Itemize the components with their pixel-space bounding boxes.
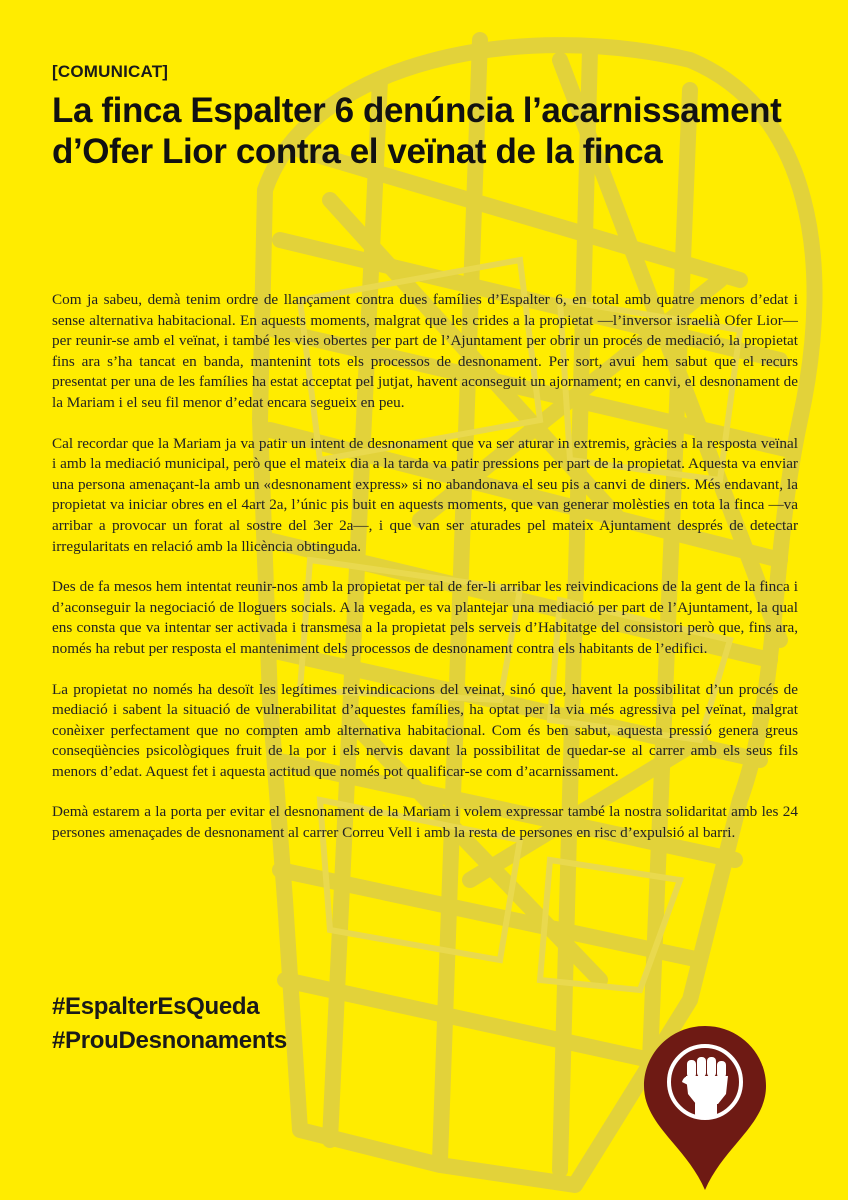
hashtag-list xyxy=(52,990,287,1058)
header xyxy=(52,62,800,172)
paragraph: Com ja sabeu, demà tenim ordre de llançament contra dues famílies d’Espalter 6, en total amb quatre menors d’edat i sense alternativa habitacional. En aquests moments, malgrat que les crides a la propietat —l’inversor israelià Ofer Lior— per reunir-se amb el veïnat, i també les vies obertes per part de l’Ajuntament per obrir un procés de mediació, la propietat fins ara s’ha tancat en banda, mantenint tots els processos de desnonament. Per sort, avui hem sabut que el recurs presentat per una de les famílies ha estat acceptat pel jutjat, havent aconseguit un ajornament; en canvi, el desnonament de la Mariam i el seu fil menor d’edat encara segueix en peu. xyxy=(52,291,798,411)
hashtag-espalter-es-queda: #EspalterEsQueda xyxy=(52,993,260,1020)
paragraph: Demà estarem a la porta per evitar el desnonament de la Mariam i volem expressar també la nostra solidaritat amb les 24 persones amenaçades de desnonament al carrer Correu Vell i amb la resta de persones en risc d’expulsió al barri. xyxy=(52,803,798,842)
paragraph: La propietat no només ha desoït les legítimes reivindicacions del veinat, sinó que, havent la possibilitat d’un procés de mediació i sabent la situació de vulnerabilitat d’aquestes famílies, ha optat per la via més agressiva pel veïnat, malgrat conèixer perfectament que no compten amb alternativa habitacional. Com és ben sabut, aquesta pressió genera greus conseqüències psicològiques fruit de la por i els nervis davant la possibilitat de quedar-se al carrer amb els seus fils menors d’edat. Aquest fet i aquesta actitud que només pot qualificar-se com d’acarnissament. xyxy=(52,680,798,780)
raised-fist-map-pin-icon xyxy=(640,1022,770,1192)
statement-body xyxy=(52,290,798,864)
paragraph: Des de fa mesos hem intentat reunir-nos amb la propietat per tal de fer-li arribar les reivindicacions de la gent de la finca i d’aconseguir la negociació de lloguers socials. A la vegada, es va plantejar una mediació per part de l’Ajuntament, la qual ens consta que va intentar ser activada i transmesa a la propietat pels serveis d’Habitatge del consistori però que, fins ara, només ha rebut per resposta el manteniment dels processos de desnonament contra els habitants de l’edifici. xyxy=(52,578,798,657)
page-title: La finca Espalter 6 denúncia l’acarnissament d’Ofer Lior contra el veïnat de la finca xyxy=(52,91,782,171)
section-tag: [COMUNICAT] xyxy=(52,62,169,81)
hashtag-prou-desnonaments: #ProuDesnonaments xyxy=(52,1027,287,1054)
paragraph: Cal recordar que la Mariam ja va patir un intent de desnonament que va ser aturar in extremis, gràcies a la resposta veïnal i amb la mediació municipal, però que el mateix dia a la tarda va patir pressions per part de la propietat. Aquesta va enviar una persona amenaçant-la amb un «desnonament express» si no abandonava el seu pis a canvi de diners. Més endavant, la propietat va iniciar obres en el 4art 2a, l’únic pis buit en aquests moments, que van generar molèsties en tota la finca —va arribar a provocar un forat al sostre del 3er 2a—, i que van ser aturades pel mateix Ajuntament després de detectar irregularitats en relació amb la llicència obtinguda. xyxy=(52,434,798,555)
